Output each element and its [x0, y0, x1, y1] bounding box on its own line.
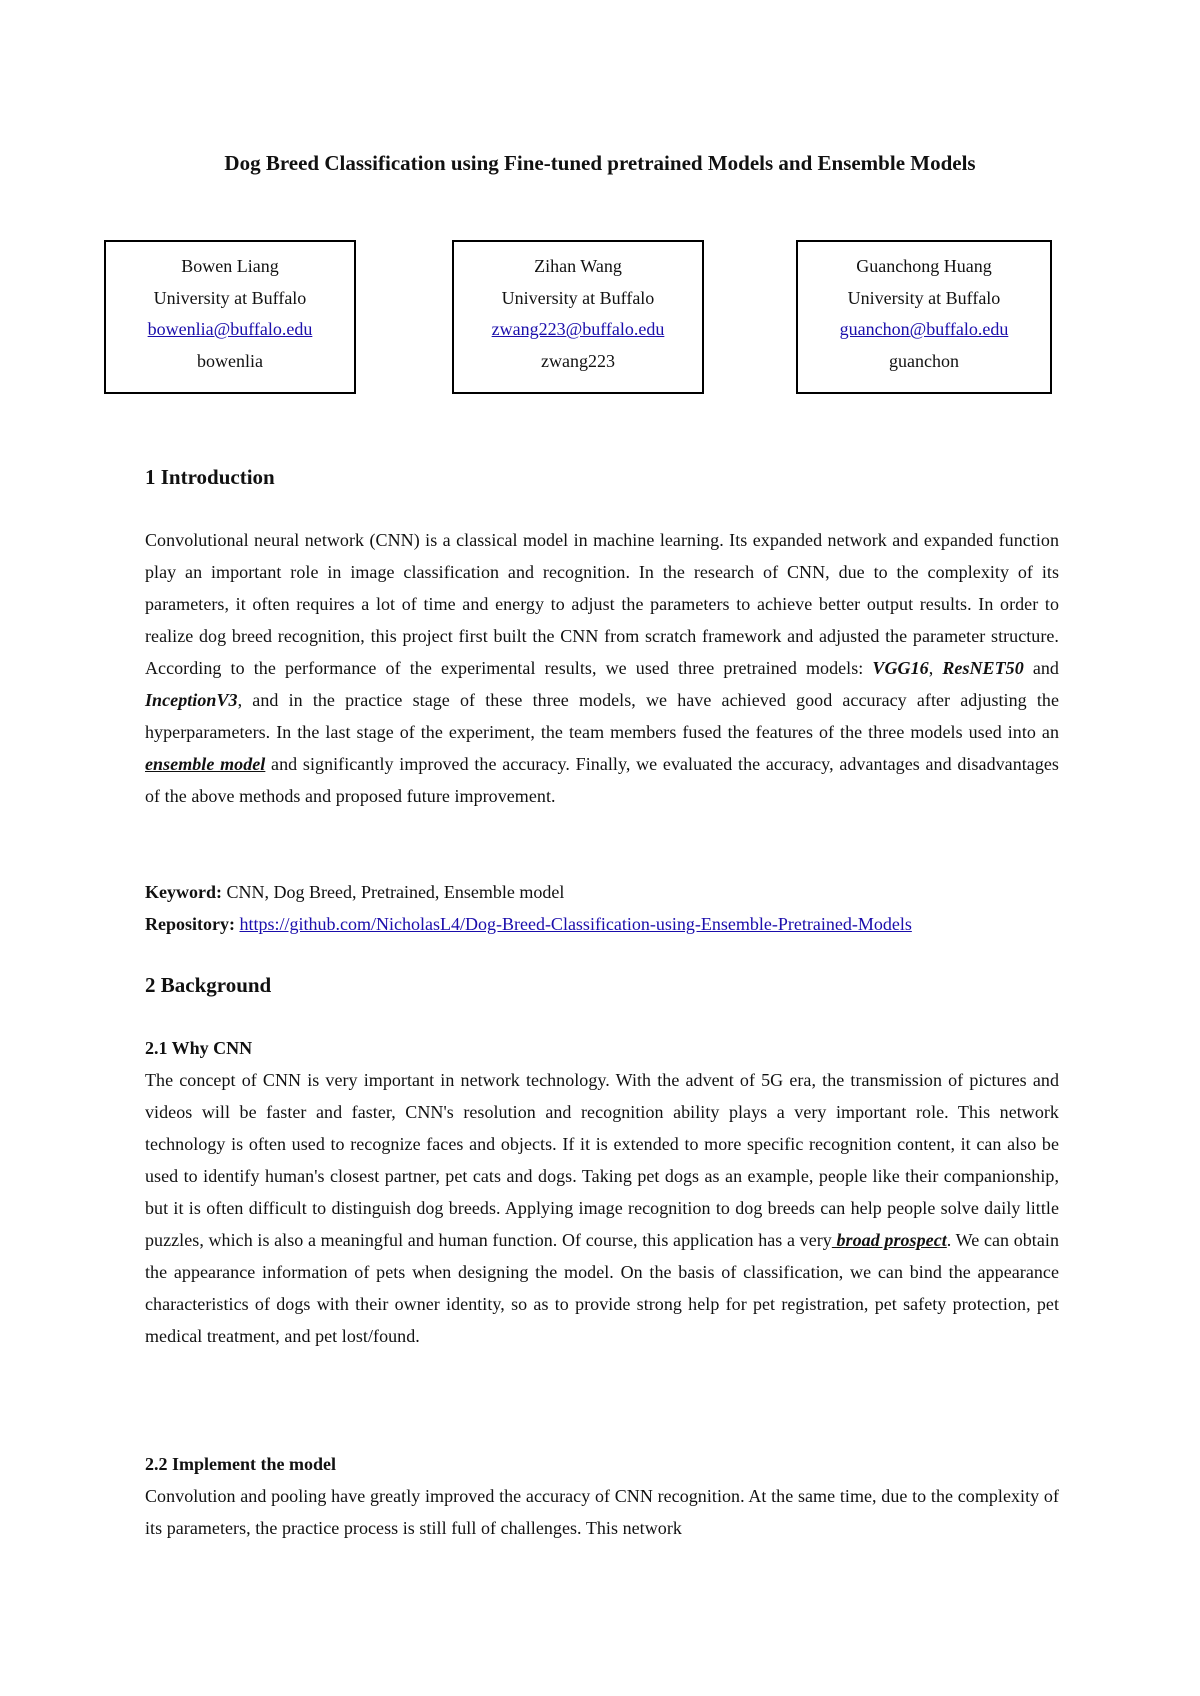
repository-line	[145, 908, 1059, 940]
repository-link[interactable]: https://github.com/NicholasL4/Dog-Breed-Classification-using-Ensemble-Pretrained-Models	[239, 914, 912, 934]
author-affiliation: University at Buffalo	[501, 287, 655, 308]
ensemble-model-term: ensemble model	[145, 754, 266, 774]
model-name: VGG16	[872, 658, 929, 678]
keyword-label: Keyword:	[145, 882, 222, 902]
author-affiliation: University at Buffalo	[847, 287, 1001, 308]
keyword-value: CNN, Dog Breed, Pretrained, Ensemble model	[221, 882, 565, 902]
author-email-link[interactable]: bowenlia@buffalo.edu	[147, 319, 313, 339]
author-name: Guanchong Huang	[856, 256, 992, 276]
section-heading-introduction: 1 Introduction	[145, 465, 275, 489]
model-name: InceptionV3	[145, 690, 238, 710]
why-cnn-paragraph: The concept of CNN is very important in network technology. With the advent of 5G era, the transmission of pictures and videos will be faster and faster, CNN's resolution and recognition ability plays a very important role. This network technology is often used to recognize faces and objects. If it is extended to more specific recognition content, it can also be used to identify human's closest partner, pet cats and dogs. Taking pet dogs as an example, people like their companionship, but it is often difficult to distinguish dog breeds. Applying image recognition to dog breeds can help people solve daily little puzzles, which is also a meaningful and human function. Of course, this application has a very broad prospect. We can obtain the appearance information of pets when designing the model. On the basis of classification, we can bind the appearance characteristics of dogs with their owner identity, so as to provide strong help for pet registration, pet safety protection, pet medical treatment, and pet lost/found.	[145, 1070, 1059, 1346]
model-name: ResNET50	[942, 658, 1024, 678]
section-heading-background: 2 Background	[145, 973, 272, 997]
author-card-1	[104, 240, 356, 394]
author-email-link[interactable]: guanchon@buffalo.edu	[839, 319, 1009, 339]
author-id: zwang223	[541, 350, 615, 371]
subsection-heading-why-cnn: 2.1 Why CNN	[145, 1038, 253, 1058]
author-card-2	[452, 240, 704, 394]
broad-prospect-term: broad prospect	[831, 1230, 947, 1250]
implement-model-paragraph: Convolution and pooling have greatly improved the accuracy of CNN recognition. At the same time, due to the complexity of its parameters, the practice process is still full of challenges. This network	[145, 1486, 1059, 1538]
author-card-3	[796, 240, 1052, 394]
author-name: Zihan Wang	[534, 256, 622, 276]
author-affiliation: University at Buffalo	[153, 287, 307, 308]
repository-label: Repository:	[145, 914, 235, 934]
keyword-line	[145, 876, 1059, 908]
paper-title: Dog Breed Classification using Fine-tuned pretrained Models and Ensemble Models	[224, 151, 976, 175]
author-name: Bowen Liang	[181, 256, 279, 276]
subsection-heading-implement-model: 2.2 Implement the model	[145, 1454, 336, 1474]
introduction-paragraph: Convolutional neural network (CNN) is a classical model in machine learning. Its expanded network and expanded function play an important role in image classification and recognition. In the research of CNN, due to the complexity of its parameters, it often requires a lot of time and energy to adjust the parameters to achieve better output results. In order to realize dog breed recognition, this project first built the CNN from scratch framework and adjusted the parameter structure. According to the performance of the experimental results, we used three pretrained models: VGG16, ResNET50 and InceptionV3, and in the practice stage of these three models, we have achieved good accuracy after adjusting the hyperparameters. In the last stage of the experiment, the team members fused the features of the three models used into an ensemble model and significantly improved the accuracy. Finally, we evaluated the accuracy, advantages and disadvantages of the above methods and proposed future improvement.	[145, 530, 1059, 806]
author-id: guanchon	[889, 350, 959, 371]
author-email-link[interactable]: zwang223@buffalo.edu	[491, 319, 665, 339]
author-id: bowenlia	[197, 350, 263, 371]
